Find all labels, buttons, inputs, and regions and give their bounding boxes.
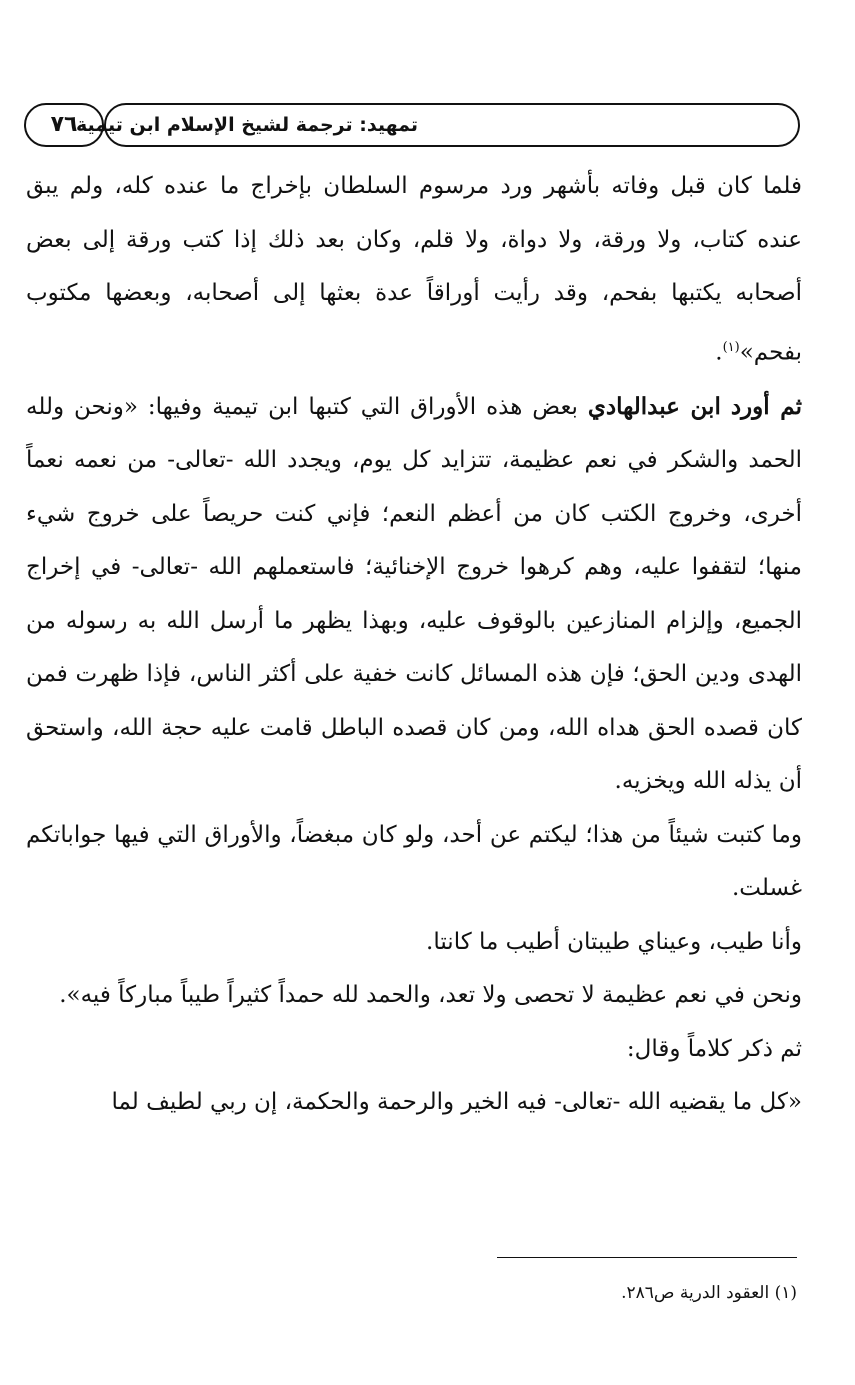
paragraph-5: ونحن في نعم عظيمة لا تحصى ولا تعد، والحمد لله حمداً كثيراً طيباً مباركاً فيه». (59, 982, 802, 1009)
page-header (24, 103, 800, 151)
footnote: (١) العقود الدرية ص٢٨٦. (621, 1283, 797, 1303)
paragraph-1-end: . (715, 339, 723, 366)
paragraph-3: وما كتبت شيئاً من هذا؛ ليكتم عن أحد، ولو كان مبغضاً، والأوراق التي فيها جواباتكم غسلت. (26, 821, 802, 902)
author-name: ابن عبدالهادي (587, 392, 721, 420)
paragraph-1-text: فلما كان قبل وفاته بأشهر ورد مرسوم السلطان بإخراج ما عنده كله، ولم يبق عنده كتاب، ولا ورقة، ولا دواة، ولا قلم، وكان بعد ذلك إذا كتب ورقة إلى بعض أصحابه يكتبها بفحم، وقد رأيت أوراقاً عدة بعثها إلى أصحابه، وبعضها مكتوب بفحم» (26, 173, 802, 366)
page-number: ٧٦ (50, 112, 78, 137)
paragraph-2-lead: ثم أورد (730, 392, 803, 420)
paragraph-4: وأنا طيب، وعيناي طيبتان أطيب ما كانتا. (426, 928, 802, 955)
paragraph-1 (26, 160, 802, 380)
page-number-frame (24, 103, 104, 147)
running-title-frame (76, 103, 800, 147)
footnote-divider (497, 1257, 797, 1258)
main-text (26, 160, 802, 1130)
paragraph-7: «كل ما يقضيه الله -تعالى- فيه الخير والرحمة والحكمة، إن ربي لطيف لما (111, 1089, 802, 1116)
paragraph-2-text: بعض هذه الأوراق التي كتبها ابن تيمية وفيها: «ونحن ولله الحمد والشكر في نعم عظيمة، تتزايد كل يوم، ويجدد الله -تعالى- من نعمه نعماً أخرى، وخروج الكتب كان من أعظم النعم؛ فإني كنت حريصاً على خروج شيء منها؛ لتقفوا عليه، وهم كرهوا خروج الإخنائية؛ فاستعملهم الله -تعالى- في إخراج الجميع، وإلزام المنازعين بالوقوف عليه، وبهذا يظهر ما أرسل الله به رسوله من الهدى ودين الحق؛ فإن هذه المسائل كانت خفية على أكثر الناس، فإذا ظهرت فمن كان قصده الحق هداه الله، ومن كان قصده الباطل قامت عليه حجة الله، واستحق أن يذله الله ويخزيه. (26, 393, 802, 795)
running-title: تمهيد: ترجمة لشيخ الإسلام ابن تيمية (76, 114, 418, 136)
footnote-reference: (١) (722, 339, 740, 355)
paragraph-6: ثم ذكر كلاماً وقال: (626, 1035, 802, 1062)
paragraph-2 (26, 380, 802, 809)
